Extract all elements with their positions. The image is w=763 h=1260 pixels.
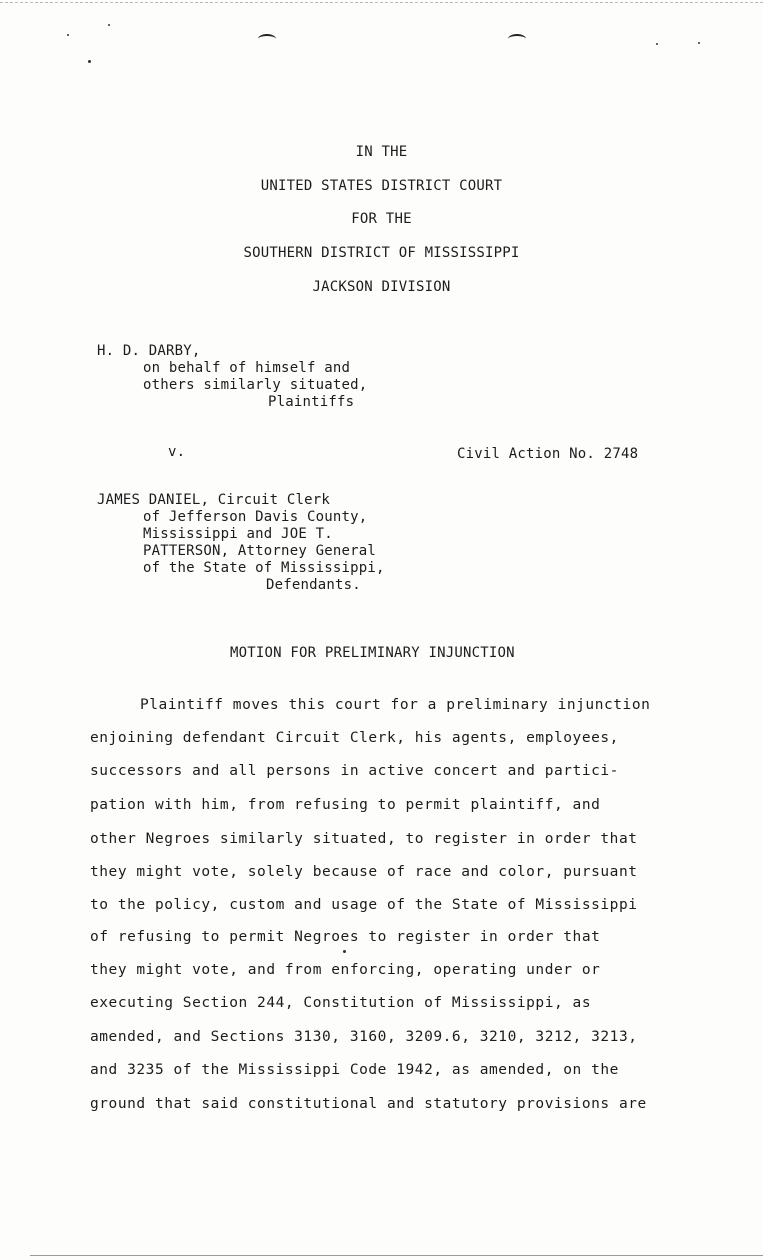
plaintiff-line-2: on behalf of himself and	[143, 360, 351, 376]
defendant-line-2: of Jefferson Davis County,	[143, 509, 368, 525]
scan-speck	[67, 34, 69, 36]
body-line: successors and all persons in active concert and partici-	[90, 763, 619, 779]
defendant-line-4: PATTERSON, Attorney General	[143, 543, 376, 559]
body-line: pation with him, from refusing to permit plaintiff, and	[90, 797, 601, 813]
plaintiff-role: Plaintiffs	[268, 394, 355, 410]
caption-in-the: IN THE	[355, 144, 408, 160]
scan-speck	[656, 43, 658, 45]
scan-speck	[88, 60, 91, 63]
defendant-line-3: Mississippi and JOE T.	[143, 526, 333, 542]
scan-speck	[108, 24, 110, 26]
body-line: enjoining defendant Circuit Clerk, his agents, employees,	[90, 730, 619, 746]
caption-district: SOUTHERN DISTRICT OF MISSISSIPPI	[243, 245, 520, 261]
body-line: executing Section 244, Constitution of Mississippi, as	[90, 995, 592, 1011]
versus-label: v.	[168, 444, 186, 460]
bottom-edge-line	[30, 1255, 763, 1256]
body-line: ground that said constitutional and statutory provisions are	[90, 1096, 647, 1112]
defendant-line-5: of the State of Mississippi,	[143, 560, 385, 576]
top-edge-line	[0, 2, 763, 3]
body-line: and 3235 of the Mississippi Code 1942, as amended, on the	[90, 1062, 619, 1078]
caption-for-the: FOR THE	[351, 211, 412, 227]
body-line: Plaintiff moves this court for a preliminary injunction	[140, 697, 651, 713]
caption-court-name: UNITED STATES DISTRICT COURT	[260, 178, 503, 194]
body-line: amended, and Sections 3130, 3160, 3209.6, 3210, 3212, 3213,	[90, 1029, 638, 1045]
body-line: they might vote, and from enforcing, operating under or	[90, 962, 601, 978]
body-line: of refusing to permit Negroes to register in order that	[90, 929, 601, 945]
plaintiff-line-3: others similarly situated,	[143, 377, 368, 393]
plaintiff-name: H. D. DARBY,	[97, 343, 201, 359]
body-line: to the policy, custom and usage of the State of Mississippi	[90, 897, 638, 913]
punch-mark-right	[508, 34, 526, 44]
body-line: they might vote, solely because of race and color, pursuant	[90, 864, 638, 880]
scan-speck	[343, 950, 346, 953]
punch-mark-left	[258, 34, 276, 44]
scan-speck	[698, 42, 700, 44]
motion-title: MOTION FOR PRELIMINARY INJUNCTION	[230, 645, 515, 661]
defendant-role: Defendants.	[266, 577, 361, 593]
caption-division: JACKSON DIVISION	[312, 279, 451, 295]
defendant-line-1: JAMES DANIEL, Circuit Clerk	[97, 492, 330, 508]
body-line: other Negroes similarly situated, to register in order that	[90, 831, 638, 847]
civil-action-number: Civil Action No. 2748	[457, 446, 639, 462]
